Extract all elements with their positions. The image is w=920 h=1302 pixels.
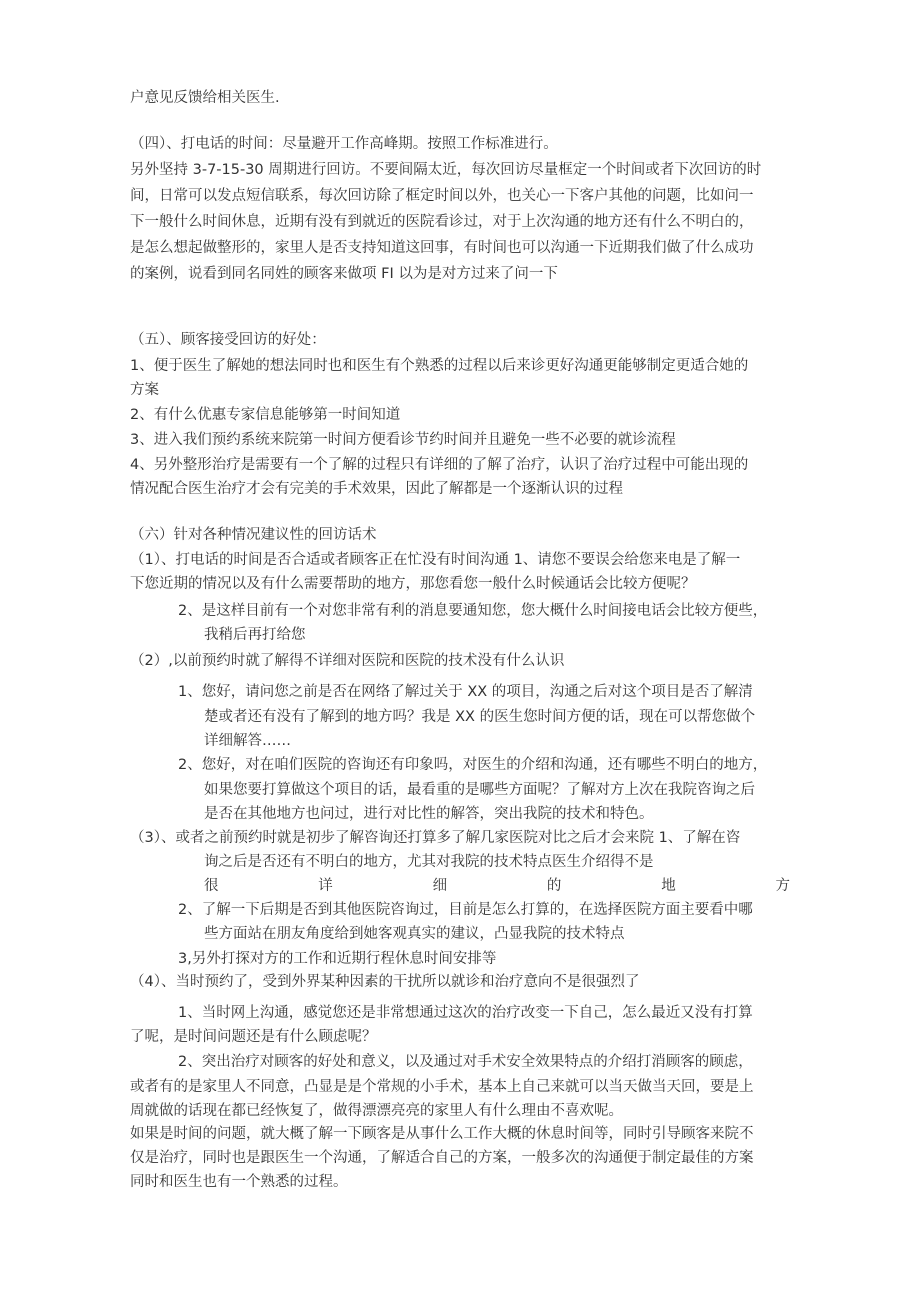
text-line: 是怎么想起做整形的，家里人是否支持知道这回事，有时间也可以沟通一下近期我们做了什么成功	[130, 240, 754, 256]
list-item: 1、您好，请问您之前是否在网络了解过关于 XX 的项目，沟通之后对这个项目是否了解清	[178, 684, 753, 700]
subsection-heading: （4）、当时预约了，受到外界某种因素的干扰所以就诊和治疗意向不是很强烈了	[130, 974, 640, 990]
list-item: 楚或者还有没有了解到的地方吗？我是 XX 的医生您时间方便的话，现在可以帮您做个	[204, 709, 756, 725]
list-item: 1、便于医生了解她的想法同时也和医生有个熟悉的过程以后来诊更好沟通更能够制定更适合她的	[130, 358, 749, 374]
subsection-heading: （3）、或者之前预约时就是初步了解咨询还打算多了解几家医院对比之后才会来院 1、了解在咨	[130, 830, 741, 846]
section-heading: （五）、顾客接受回访的好处：	[130, 332, 326, 348]
list-item: 3,另外打探对方的工作和近期行程休息时间安排等	[178, 951, 497, 967]
list-item: 方案	[130, 382, 159, 398]
text-line: 仅是治疗，同时也是跟医生一个沟通，了解适合自己的方案，一般多次的沟通便于制定最佳的方案	[130, 1150, 754, 1166]
list-item: 4、另外整形治疗是需要有一个了解的过程只有详细的了解了治疗，认识了治疗过程中可能出现的	[130, 457, 749, 473]
spaced-char: 细	[432, 878, 448, 894]
text-line: 户意见反馈给相关医生.	[130, 90, 280, 106]
text-line: 或者有的是家里人不同意，凸显是是个常规的小手术，基本上自己来就可以当天做当天回，要是上	[130, 1079, 754, 1095]
spaced-char: 详	[318, 878, 333, 894]
list-item: 2、是这样目前有一个对您非常有利的消息要通知您，您大概什么时间接电话会比较方便些，	[178, 603, 768, 619]
text-line: 下您近期的情况以及有什么需要帮助的地方，那您看您一般什么时候通话会比较方便呢？	[130, 576, 696, 592]
text-line: 另外坚持 3-7-15-30 周期进行回访。不要间隔太近，每次回访尽量框定一个时间或者下次回访的时	[130, 162, 762, 178]
spaced-char: 的	[546, 878, 562, 894]
text-line: 周就做的话现在都已经恢复了，做得漂漂亮亮的家里人有什么理由不喜欢呢。	[130, 1103, 623, 1119]
list-item: 2、您好，对在咱们医院的咨询还有印象吗，对医生的介绍和沟通，还有哪些不明白的地方，	[178, 757, 768, 773]
list-item: 些方面站在朋友角度给到她客观真实的建议，凸显我院的技术特点	[204, 926, 625, 942]
spaced-char: 很	[204, 878, 219, 894]
list-item: 2、了解一下后期是否到其他医院咨询过，目前是怎么打算的，在选择医院方面主要看中哪	[178, 902, 753, 918]
section-heading: （四）、打电话的时间：尽量避开工作高峰期。按照工作标准进行。	[130, 136, 558, 152]
text-line: 的案例，说看到同名同姓的顾客来做项 FI 以为是对方过来了问一下	[130, 266, 558, 282]
list-item: 1、当时网上沟通，感觉您还是非常想通过这次的治疗改变一下自己，怎么最近又没有打算	[178, 1005, 753, 1021]
text-line: 询之后是否还有不明白的地方，尤其对我院的技术特点医生介绍得不是	[204, 854, 654, 870]
spaced-char: 方	[775, 878, 790, 894]
list-item: 3、进入我们预约系统来院第一时间方便看诊节约时间并且避免一些不必要的就诊流程	[130, 432, 676, 448]
section-heading: （六）针对各种情况建议性的回访话术	[130, 527, 377, 543]
list-item: 情况配合医生治疗才会有完美的手术效果，因此了解都是一个逐渐认识的过程	[130, 481, 623, 497]
text-line: 下一般什么时间休息，近期有没有到就近的医院看诊过，对于上次沟通的地方还有什么不明白的，	[130, 214, 754, 230]
list-item: 2、突出治疗对顾客的好处和意义，以及通过对手术安全效果特点的介绍打消顾客的顾虑，	[178, 1054, 753, 1070]
list-item: 是否在其他地方也问过，进行对比性的解答，突出我院的技术和特色。	[204, 806, 654, 822]
list-item: 我稍后再打给您	[204, 627, 306, 643]
spaced-char: 地	[661, 878, 676, 894]
subsection-heading: （2）,以前预约时就了解得不详细对医院和医院的技术没有什么认识	[130, 653, 565, 669]
list-item: 如果您要打算做这个项目的话，最看重的是哪些方面呢？了解对方上次在我院咨询之后	[204, 782, 755, 798]
text-line: 同时和医生也有一个熟悉的过程。	[130, 1174, 348, 1190]
text-line: 间，日常可以发点短信联系，每次回访除了框定时间以外，也关心一下客户其他的问题，比如问一	[130, 188, 754, 204]
text-line: 了呢，是时间问题还是有什么顾虑呢？	[130, 1029, 377, 1045]
list-item: 2、有什么优惠专家信息能够第一时间知道	[130, 407, 401, 423]
text-line: 如果是时间的问题，就大概了解一下顾客是从事什么工作大概的休息时间等，同时引导顾客来院不	[130, 1126, 754, 1142]
list-item: 详细解答……	[204, 733, 291, 749]
text-line: （1）、打电话的时间是否合适或者顾客正在忙没有时间沟通 1、请您不要误会给您来电是了解一	[130, 552, 741, 568]
justified-line	[204, 876, 790, 896]
